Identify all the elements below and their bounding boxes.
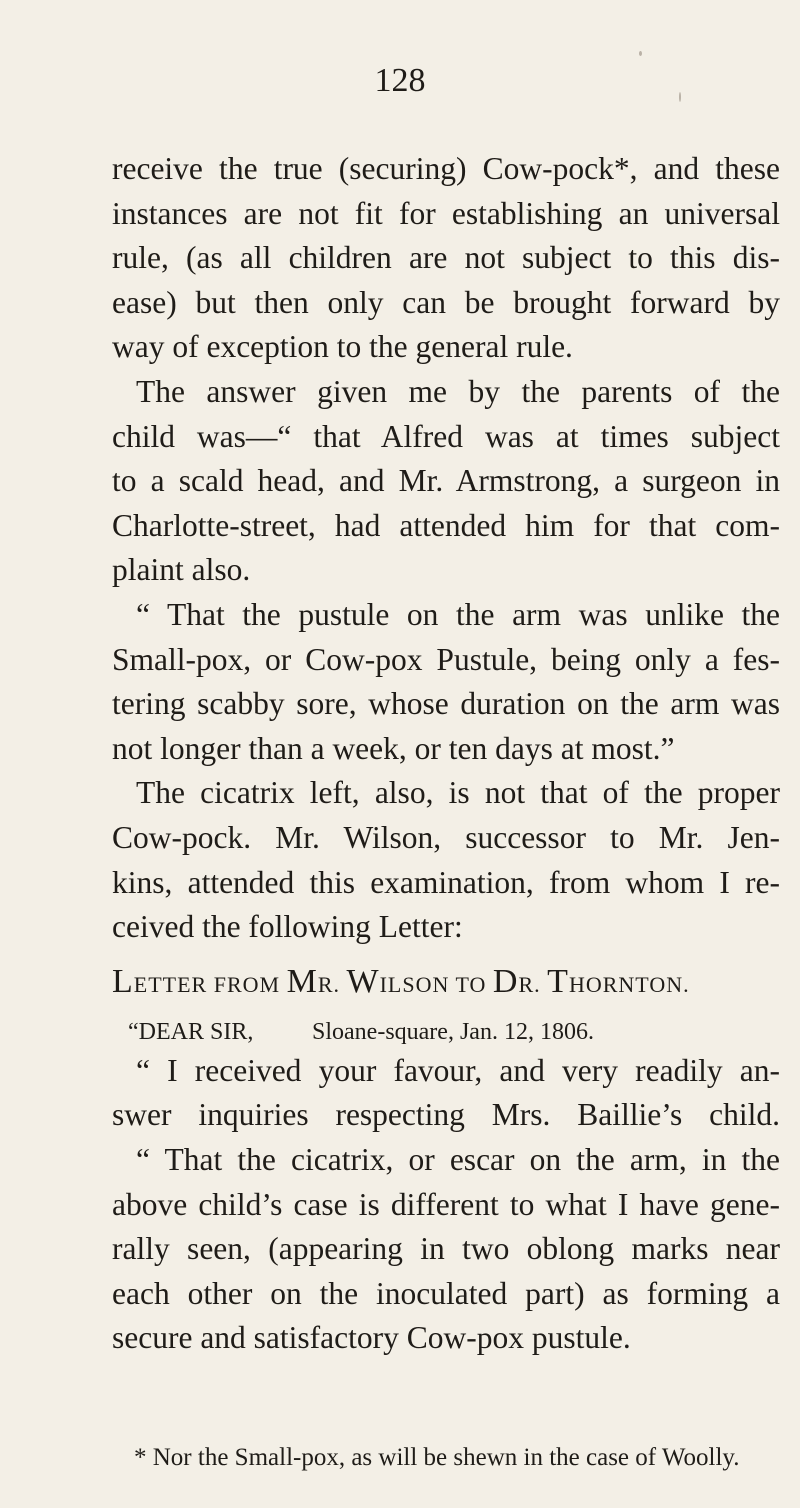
- text-line: swer inquiries respecting Mrs. Baillie’s child.: [112, 1097, 780, 1133]
- text-line: tering scabby sore, whose duration on the arm was: [112, 686, 780, 722]
- text-line: “ I received your favour, and very readily an-: [136, 1052, 780, 1088]
- text-line: Cow-pock. Mr. Wilson, successor to Mr. Jen-: [112, 819, 780, 855]
- text-line: The answer given me by the parents of the: [136, 373, 780, 409]
- text-line: kins, attended this examination, from whom I re-: [112, 864, 780, 900]
- text-line: rule, (as all children are not subject to this dis-: [112, 240, 780, 276]
- text-line: each other on the inoculated part) as forming a: [112, 1275, 780, 1311]
- text-line: not longer than a week, or ten days at most.”: [112, 730, 675, 766]
- paper-speck: [639, 51, 642, 56]
- letter-heading: LETTER FROM MR. WILSON TO DR. THORNTON.: [112, 962, 690, 1000]
- text-line: child was—“ that Alfred was at times subject: [112, 418, 780, 454]
- text-line: above child’s case is different to what I have gene-: [112, 1186, 780, 1222]
- date-place: Sloane-square, Jan. 12, 1806.: [312, 1019, 594, 1046]
- text-line: Charlotte-street, had attended him for that com-: [112, 507, 780, 543]
- text-line: “ That the cicatrix, or escar on the arm, in the: [136, 1142, 780, 1178]
- salutation: “DEAR SIR,: [128, 1019, 254, 1046]
- text-line: secure and satisfactory Cow-pox pustule.: [112, 1320, 631, 1356]
- paper-speck: [679, 92, 681, 102]
- footnote: * Nor the Small-pox, as will be shewn in the case of Woolly.: [134, 1444, 740, 1471]
- text-line: The cicatrix left, also, is not that of the proper: [136, 775, 780, 811]
- text-line: instances are not fit for establishing an universal: [112, 195, 780, 231]
- text-line: plaint also.: [112, 552, 251, 588]
- text-line: “ That the pustule on the arm was unlike the: [136, 596, 780, 632]
- text-line: Small-pox, or Cow-pox Pustule, being only a fes-: [112, 641, 780, 677]
- body-text: [112, 147, 780, 1361]
- text-line: way of exception to the general rule.: [112, 329, 573, 365]
- text-line: receive the true (securing) Cow-pock*, and these: [112, 151, 780, 186]
- text-line: ceived the following Letter:: [112, 909, 463, 945]
- page-number: 128: [374, 62, 426, 99]
- letter-dateline: [112, 1004, 780, 1049]
- text-line: rally seen, (appearing in two oblong marks near: [112, 1231, 780, 1267]
- text-line: ease) but then only can be brought forward by: [112, 284, 780, 320]
- text-line: to a scald head, and Mr. Armstrong, a surgeon in: [112, 463, 780, 499]
